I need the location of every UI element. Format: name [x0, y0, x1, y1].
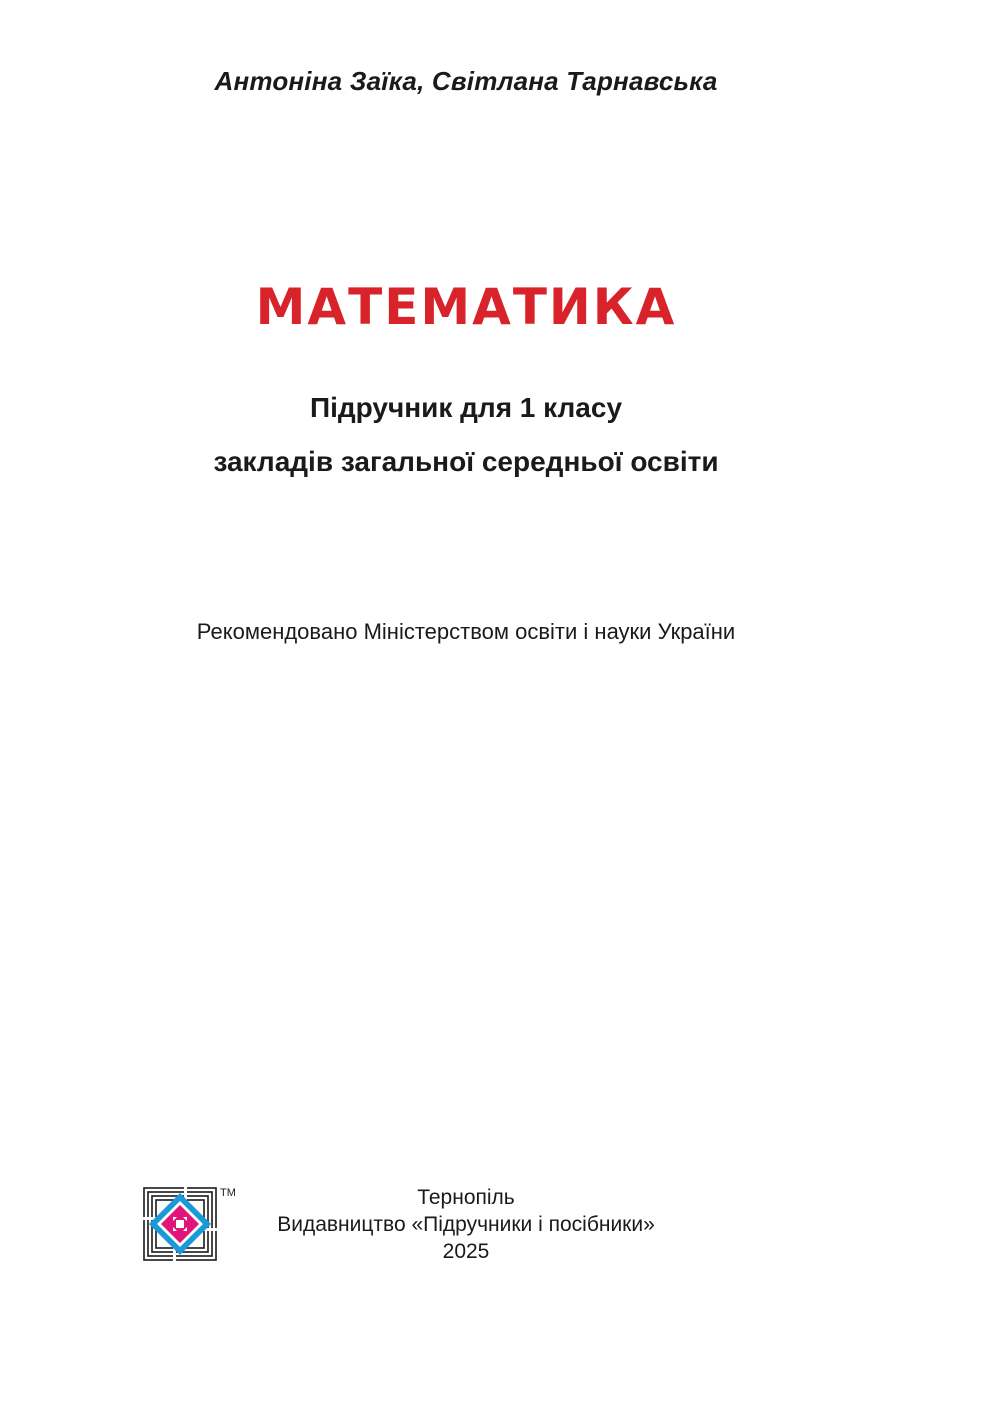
imprint-publisher: Видавництво «Підручники і посібники» [277, 1213, 655, 1236]
subtitle-line-2: закладів загальної середньої освіти [213, 446, 719, 477]
imprint-year: 2025 [442, 1240, 490, 1263]
imprint [240, 1184, 692, 1265]
trademark-mark: TM [220, 1187, 236, 1199]
imprint-city: Тернопіль [417, 1186, 515, 1209]
book-title: МАТЕМАТИКА [255, 278, 677, 336]
recommendation: Рекомендовано Міністерством освіти і науки України [196, 619, 736, 644]
subtitle-line-1: Підручник для 1 класу [309, 392, 623, 423]
publisher-logo-icon [143, 1187, 217, 1261]
authors: Антоніна Заїка, Світлана Тарнавська [214, 66, 718, 96]
